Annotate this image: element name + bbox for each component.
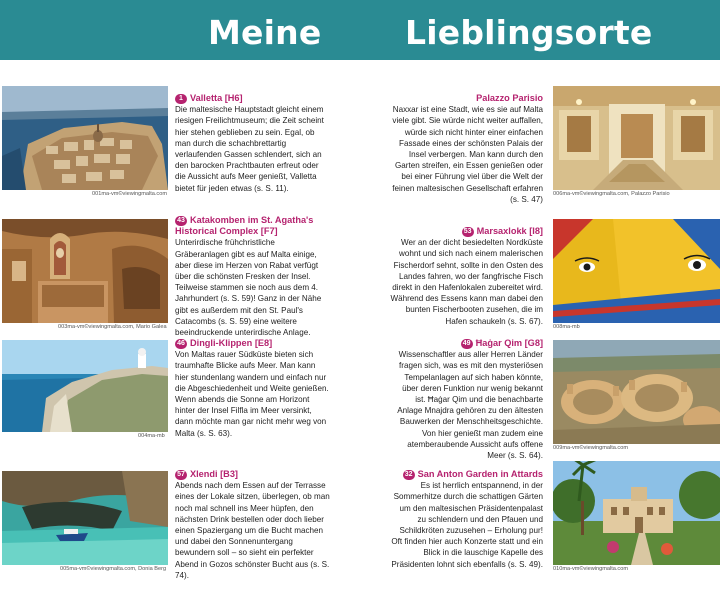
header-banner (0, 0, 720, 60)
entry-title: Ħaġar Qim [G8] (475, 338, 543, 348)
entry-title: Xlendi [B3] (190, 469, 238, 479)
entry-katakomben (175, 215, 330, 338)
header-title-lieblingsorte: Lieblingsorte (405, 13, 653, 52)
entry-description: Von Maltas rauer Südküste bieten sich traumhafte Blicke aufs Meer. Man kann hier stundenlang wandern und einfach nur die Abgeschiedenheit und Weite genießen. Wenn abends die Sonne am Horizont hinter der Insel Filfla im Meer versinkt, dann möchte man gar nicht mehr weg von Malta (s. S. 63). (175, 350, 329, 438)
entry-description: Naxxar ist eine Stadt, wie es sie auf Malta viele gibt. Sie würde nicht weiter auffallen, würde sich nicht hinter einer einfachen Fassade eines der schönsten Palais der Insel verbergen. Man kann durch den Garten streifen, ein Essen genießen oder bei einer Führung viel über die Welt der feinen maltesischen Gesellschaft erfahren (s. S. 47) (392, 105, 543, 204)
entry-dingli (175, 338, 330, 439)
entry-number-badge: 32 (403, 470, 415, 480)
entry-number-badge: 46 (175, 339, 187, 349)
photo-caption: 010ma-vm©viewingmalta.com (553, 566, 628, 572)
photo-palazzo-parisio (553, 86, 720, 190)
entry-description: Wer an der dicht besiedelten Nordküste wohnt und sich nach einem malerischen Fischerdorf sehnt, sollte in den Osten des Landes fahren, wo der fangfrische Fisch direkt in den Hafenlokalen zubereitet wird. Während des Essens kann man dabei den bunten Fischerbooten zusehen, die im Hafen schaukeln (s. S. 67). (390, 238, 543, 326)
entry-title: Katakomben im St. Agatha's Historical Complex [F7] (175, 215, 314, 237)
photo-dingli (2, 340, 168, 432)
photo-marsaxlokk (553, 219, 720, 323)
entry-description: Die maltesische Hauptstadt gleicht einem riesigen Freilichtmuseum; die Zeit scheint hier stehen geblieben zu sein. Egal, ob man durch die schachbrettartig verlaufenden Gassen schlendert, sich an den barocken Prachtbauten erfreut oder die Aussicht aufs Meer genießt, Valletta bietet für jeden etwas (s. S. 11). (175, 105, 324, 193)
entry-title: Marsaxlokk [I8] (476, 226, 543, 236)
photo-xlendi (2, 471, 168, 565)
photo-caption: 001ma-vm©viewingmalta.com (92, 191, 167, 197)
photo-hagar-qim (553, 340, 720, 444)
entry-title: Palazzo Parisio (476, 93, 543, 103)
header-title-meine: Meine (208, 13, 322, 52)
entry-title: San Anton Garden in Attards (417, 469, 543, 479)
entry-number-badge: 57 (175, 470, 187, 480)
entry-hagar-qim (390, 338, 543, 461)
photo-katakomben (2, 219, 168, 323)
entry-description: Abends nach dem Essen auf der Terrasse eines der Lokale sitzen, überlegen, ob man noch mal schnell ins Meer hüpfen, den nächsten Drink bestellen oder doch lieber einen Spaziergang um die Bucht machen und dabei den Sonnenuntergang bewundern soll – so sieht ein perfekter Abend in Gozos schönster Bucht aus (s. S. 74). (175, 481, 330, 580)
entry-xlendi (175, 469, 330, 581)
entry-description: Wissenschaftler aus aller Herren Länder fragen sich, was es mit den mysteriösen Tempelanlagen auf sich haben könnte, über deren Funktion nur wenig bekannt ist. Ħaġar Qim und die benachbarte Anlage Mnajdra gehören zu den ältesten Bauwerken der Menschheitsgeschichte. Von hier genießt man zudem eine atemberaubende Aussicht aufs offene Meer (s. S. 64). (397, 350, 543, 461)
entry-marsaxlokk (390, 226, 543, 327)
entry-number-badge: 43 (175, 216, 187, 226)
photo-caption: 009ma-vm©viewingmalta.com (553, 445, 628, 451)
entry-number-badge: 49 (461, 339, 473, 349)
entry-san-anton (390, 469, 543, 570)
entry-number-badge: 1 (175, 94, 187, 104)
photo-valletta (2, 86, 168, 190)
photo-san-anton (553, 461, 720, 565)
photo-caption: 004ma-mb (138, 433, 165, 439)
entry-description: Es ist herrlich entspannend, in der Sommerhitze durch die schattigen Gärten um den maltesischen Präsidentenpalast zu schlendern und den Pfauen und Schildkröten zuzusehen – Erholung pur! Oft finden hier auch Konzerte statt und ein Blick in die lauschige Kapelle des Präsidenten lohnt sich ebenfalls (s. S. 49). (391, 481, 543, 569)
photo-caption: 005ma-vm©viewingmalta.com, Donia Berg (60, 566, 167, 572)
photo-caption: 008ma-mb (553, 324, 580, 330)
entry-title: Dingli-Klippen [E8] (190, 338, 273, 348)
entry-title: Valletta [H6] (190, 93, 243, 103)
entry-number-badge: 53 (462, 227, 474, 237)
entry-description: Unterirdische frühchristliche Gräberanlagen gibt es auf Malta einige, aber diese im Herzen von Rabat verfügt über die schönsten Fresken der Insel. Teilweise stammen sie noch aus dem 4. Jahrhundert (s. S. 59)! Ganz in der Nähe gibt es außerdem mit den St. Paul's Catacombs (s. S. 59) eine weitere beeindruckende unterirdische Anlage. (175, 238, 322, 338)
entry-palazzo-parisio (390, 93, 543, 205)
entry-valletta (175, 93, 330, 194)
photo-caption: 006ma-vm©viewingmalta.com, Palazzo Parisio (553, 191, 670, 197)
photo-caption: 003ma-vm©viewingmalta.com, Mario Galea (58, 324, 167, 330)
